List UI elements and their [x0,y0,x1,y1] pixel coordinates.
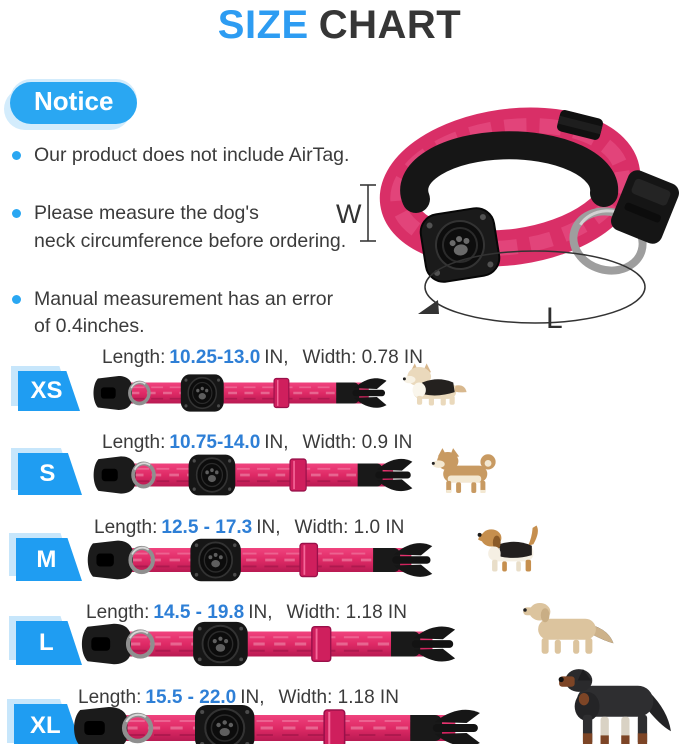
page-title [0,0,679,50]
size-badge-label: L [39,629,54,656]
width-value: Width: 1.18 IN [286,602,407,623]
length-unit: IN, [248,602,273,623]
length-value: 14.5 - 19.8 [153,602,245,623]
size-badge-m [16,538,82,581]
bullet-line: Please measure the dog's [34,202,259,225]
length-label: Length: [102,347,166,368]
size-badge-label: S [39,460,56,487]
dog-rottweiler-illustration [551,665,677,744]
length-label: Length: [78,687,142,708]
collar-hero-image [330,95,679,345]
bullet-line: Manual measurement has an error [34,287,334,310]
notice-bullet [10,142,360,169]
dog-labrador-illustration [516,596,618,666]
notice-bullet [10,286,360,341]
length-label: L [546,302,563,335]
notice-bullet [10,200,360,255]
size-spec [102,432,412,454]
size-badge-s [18,453,82,495]
notice-bullet-list [10,142,360,371]
bullet-line: of 0.4inches. [34,315,145,338]
collar-m-image [86,536,434,584]
length-unit: IN, [264,347,289,368]
bullet-dot-icon [12,295,21,304]
title-highlight: SIZE [217,3,309,47]
bullet-line: neck circumference before ordering. [34,229,347,252]
arrowhead-icon [418,300,439,314]
size-badge-label: M [36,545,57,573]
length-value: 15.5 - 22.0 [145,687,237,708]
dog-beagle-illustration [471,517,549,587]
size-badge-label: XS [30,377,63,404]
length-value: 10.75-14.0 [169,432,261,453]
title-rest: CHART [318,3,462,47]
length-unit: IN, [256,517,281,538]
size-badge-l [16,621,82,665]
length-label: Length: [102,432,166,453]
length-label: Length: [94,517,158,538]
size-spec [102,347,423,369]
dog-shiba-inu-illustration [428,441,504,507]
length-unit: IN, [264,432,289,453]
bullet-dot-icon [12,151,21,160]
inner-padding [414,145,604,199]
collar-photo-illustration [330,95,679,345]
width-value: Width: 0.78 IN [302,347,423,368]
width-label: W [336,199,362,229]
width-value: Width: 1.18 IN [278,687,399,708]
bullet-dot-icon [12,209,21,218]
length-unit: IN, [240,687,265,708]
airtag-holder [418,206,502,285]
size-badge-label: XL [29,712,61,739]
collar-xl-image [72,702,482,744]
length-value: 10.25-13.0 [169,347,261,368]
length-label: Length: [86,602,150,623]
width-value: Width: 1.0 IN [294,517,405,538]
width-measure-line [360,185,376,241]
width-value: Width: 0.9 IN [302,432,413,453]
dog-corgi-illustration [397,357,471,417]
notice-badge: Notice [10,82,137,124]
collar-s-image [92,452,414,498]
length-value: 12.5 - 17.3 [161,517,253,538]
collar-xs-image [92,372,388,414]
size-badge-xs [18,371,80,411]
collar-l-image [80,619,457,669]
bullet-line: Our product does not include AirTag. [34,144,350,166]
